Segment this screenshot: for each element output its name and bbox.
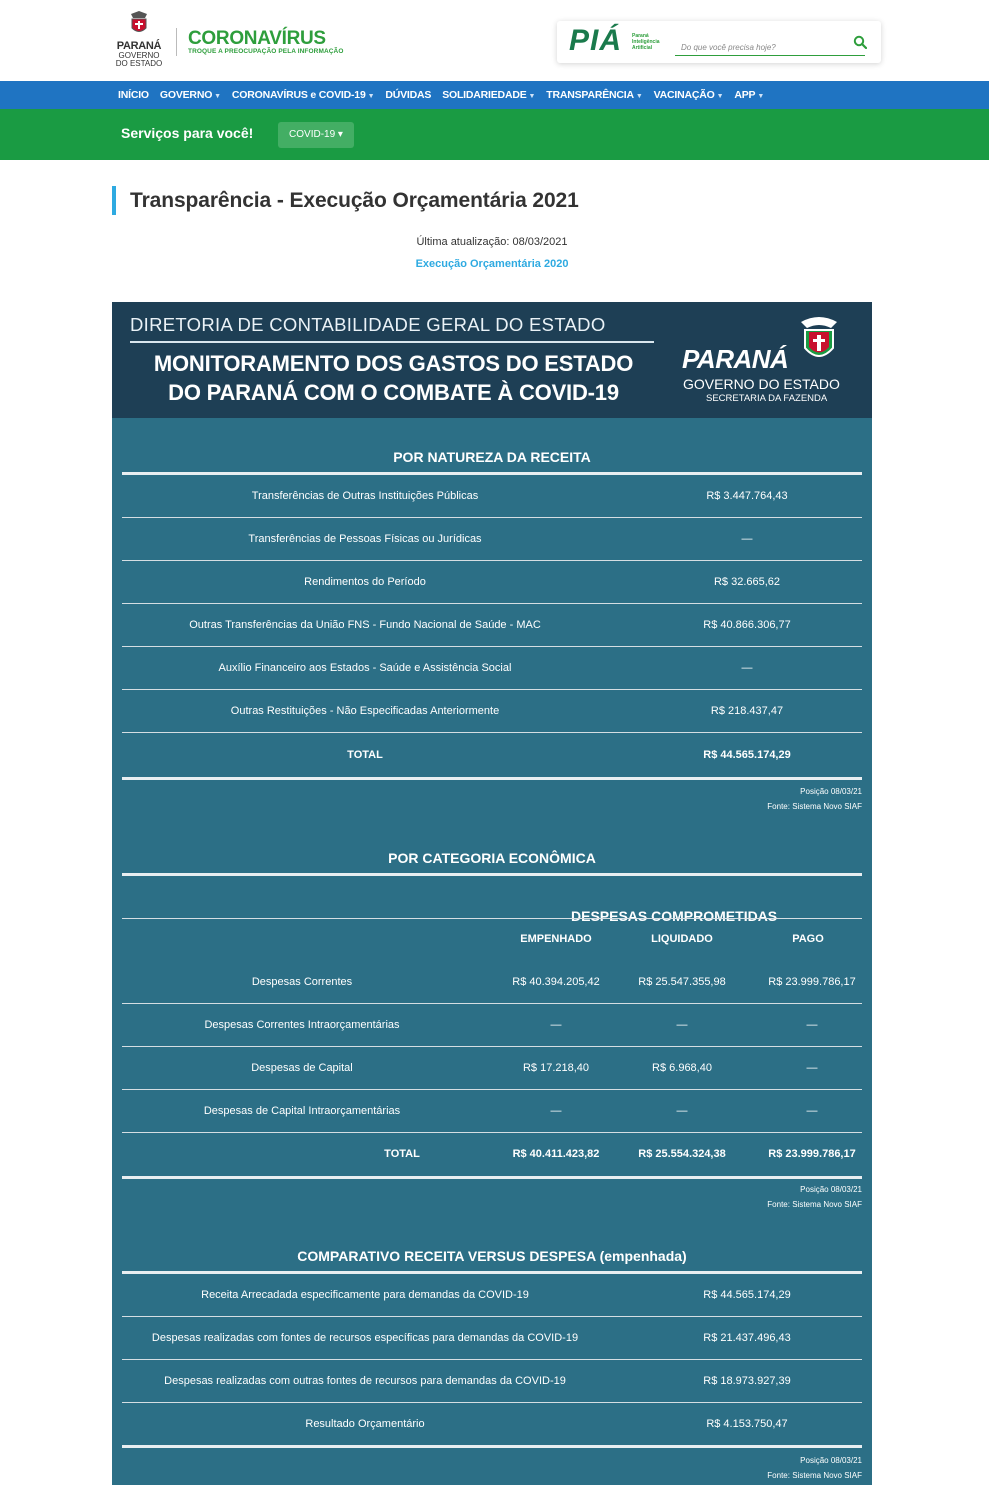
nav-item-label: INÍCIO [118,89,149,101]
pia-tag-line1: Paraná [632,33,649,39]
row-value: R$ 44.565.174,29 [703,1289,791,1301]
banner-directorate: DIRETORIA DE CONTABILIDADE GERAL DO ESTADO [130,314,606,335]
row-value: R$ 6.968,40 [652,1062,712,1074]
comparativo-section-title: COMPARATIVO RECEITA VERSUS DESPESA (empenhada) [297,1248,687,1264]
header-divider [176,28,177,56]
row-value: — [806,1062,818,1074]
covid-button-label: COVID-19 [289,129,336,140]
despesas-comprometidas-header: DESPESAS COMPROMETIDAS [571,908,778,924]
row-value: R$ 40.866.306,77 [703,619,791,631]
banner-headline [126,349,661,407]
table-row [122,1090,862,1133]
section-rule [122,1445,862,1448]
column-header-empenhado: EMPENHADO [520,933,592,945]
nav-item-label: APP [734,89,756,101]
table-row [122,1004,862,1047]
row-value: — [550,1105,562,1117]
row-value: R$ 218.437,47 [710,705,784,717]
gov-logo-line3: DO ESTADO [115,59,163,68]
column-header-pago: PAGO [792,933,824,945]
covid-19-dropdown-button[interactable] [278,122,354,148]
banner-headline-line1: MONITORAMENTO DOS GASTOS DO ESTADO [153,351,634,376]
row-label: Outras Transferências da União FNS - Fundo Nacional de Saúde - MAC [189,619,541,631]
search-icon[interactable] [853,35,867,49]
nav-item-label: DÚVIDAS [385,89,432,101]
row-label: Despesas Correntes [251,976,353,988]
banner-governo: GOVERNO DO ESTADO [683,376,840,392]
row-value: — [676,1105,688,1117]
row-label: Auxílio Financeiro aos Estados - Saúde e Assistência Social [218,662,512,674]
site-header [0,0,989,81]
posicao-text: Posição 08/03/21 [800,1456,862,1465]
nav-item-label: CORONAVÍRUS e COVID-19 [231,89,366,101]
receita-section-title: POR NATUREZA DA RECEITA [393,449,591,465]
total-value: R$ 44.565.174,29 [703,749,791,761]
banner-parana: PARANÁ [682,344,789,374]
categoria-section-title: POR CATEGORIA ECONÔMICA [388,850,596,866]
row-value: — [741,533,753,545]
row-label: Despesas de Capital Intraorçamentárias [203,1105,401,1117]
posicao-text: Posição 08/03/21 [800,1185,862,1194]
table-row [122,518,862,561]
coronavirus-title: CORONAVÍRUS [188,28,326,49]
row-value: — [806,1019,818,1031]
row-value: — [806,1105,818,1117]
row-value: R$ 18.973.927,39 [703,1375,791,1387]
table-row [122,1317,862,1360]
pia-tag-line3: Artificial [632,45,653,51]
table-row [122,604,862,647]
row-value: R$ 21.437.496,43 [703,1332,791,1344]
pia-search-box [557,21,881,63]
row-label: Transferências de Outras Instituições Públicas [251,490,479,502]
categoria-source [662,1182,862,1212]
parana-crest-icon [795,314,843,370]
row-value: R$ 25.547.355,98 [638,976,726,988]
last-updated: Última atualização: 08/03/2021 [416,236,568,248]
nav-item-transpar-ncia[interactable] [546,81,642,109]
banner-headline-line2: DO PARANÁ COM O COMBATE À COVID-19 [168,380,619,405]
pia-tagline [632,33,660,51]
row-label: Resultado Orçamentário [305,1418,425,1430]
posicao-text: Posição 08/03/21 [800,787,862,796]
nav-item-coronav-rus-e-covid-19[interactable] [232,81,374,109]
table-row [122,1047,862,1090]
row-label: Receita Arrecadada especificamente para demandas da COVID-19 [201,1289,529,1301]
nav-item-vacina-o[interactable] [654,81,724,109]
row-value: — [741,662,753,674]
categoria-header-rule [122,918,862,961]
row-value: — [676,1019,688,1031]
pia-tag-line2: Inteligência [632,39,660,45]
table-row [122,561,862,604]
nav-item-governo[interactable] [160,81,221,109]
table-row [122,647,862,690]
report-banner [112,302,872,418]
pia-logo[interactable] [569,25,622,57]
parana-government-logo[interactable] [113,10,165,72]
gov-logo-name: PARANÁ [116,40,162,52]
banner-secretaria: SECRETARIA DA FAZENDA [706,393,828,404]
row-value: R$ 23.999.786,17 [768,976,856,988]
previous-year-link[interactable]: Execução Orçamentária 2020 [415,258,569,270]
nav-item-d-vidas[interactable] [385,81,431,109]
caret-down-icon: ▼ [528,93,536,100]
total-liquidado: R$ 25.554.324,38 [638,1148,726,1160]
caret-down-icon: ▼ [716,93,724,100]
caret-down-icon: ▼ [367,93,375,100]
nav-item-app[interactable] [734,81,764,109]
row-label: Despesas realizadas com outras fontes de recursos para demandas da COVID-19 [164,1375,566,1387]
row-value: R$ 32.665,62 [713,576,781,588]
column-header-liquidado: LIQUIDADO [651,933,713,945]
receita-total-row [122,734,862,777]
row-value: R$ 3.447.764,43 [706,490,788,502]
section-rule [122,1176,862,1179]
row-value: — [550,1019,562,1031]
fonte-text: Fonte: Sistema Novo SIAF [767,1200,862,1209]
receita-source [662,784,862,814]
caret-down-icon: ▼ [635,93,643,100]
table-row [122,475,862,518]
services-label: Serviços para você! [121,125,254,141]
table-row [122,1360,862,1403]
table-row [122,1274,862,1317]
row-label: Transferências de Pessoas Físicas ou Jurídicas [248,533,482,545]
table-row [122,1403,862,1446]
row-label: Rendimentos do Período [304,576,426,588]
total-label: TOTAL [347,749,383,761]
banner-divider [130,341,654,343]
nav-item-label: TRANSPARÊNCIA [546,89,634,101]
fonte-text: Fonte: Sistema Novo SIAF [767,1471,862,1480]
nav-item-solidariedade[interactable] [442,81,535,109]
coronavirus-subtitle: TROQUE A PREOCUPAÇÃO PELA INFORMAÇÃO [188,48,344,55]
caret-down-icon: ▼ [214,93,221,100]
page-title: Transparência - Execução Orçamentária 2021 [112,186,579,215]
report-body [112,418,872,1485]
categoria-total-row [122,1133,862,1176]
total-label: TOTAL [384,1148,420,1160]
gov-logo-line2: GOVERNO [118,51,160,60]
nav-item-label: GOVERNO [159,89,213,101]
parana-crest-icon [127,10,151,36]
total-empenhado: R$ 40.411.423,82 [512,1148,600,1160]
coronavirus-logo[interactable] [188,29,344,56]
fonte-text: Fonte: Sistema Novo SIAF [767,802,862,811]
comparativo-source [662,1453,862,1483]
nav-item-label: VACINAÇÃO [653,89,715,101]
row-label: Outras Restituições - Não Especificadas Anteriormente [230,705,500,717]
row-value: R$ 4.153.750,47 [706,1418,788,1430]
nav-item-label: SOLIDARIEDADE [442,89,527,101]
services-bar [0,109,989,160]
caret-down-icon: ▾ [335,129,343,140]
section-rule [122,777,862,780]
row-value: R$ 17.218,40 [522,1062,590,1074]
row-label: Despesas realizadas com fontes de recursos específicas para demandas da COVID-19 [151,1332,579,1344]
pia-logo-text: PIÁ [569,24,623,57]
caret-down-icon: ▼ [757,93,765,100]
table-row [122,690,862,733]
main-nav [0,81,989,109]
main-nav-list [118,81,775,109]
nav-item-in-cio[interactable] [118,81,149,109]
table-row [122,961,862,1004]
row-value: R$ 40.394.205,42 [512,976,600,988]
row-label: Despesas Correntes Intraorçamentárias [204,1019,400,1031]
row-label: Despesas de Capital [251,1062,353,1074]
pia-search-input[interactable] [675,34,865,56]
total-pago: R$ 23.999.786,17 [768,1148,856,1160]
section-rule [122,873,862,876]
